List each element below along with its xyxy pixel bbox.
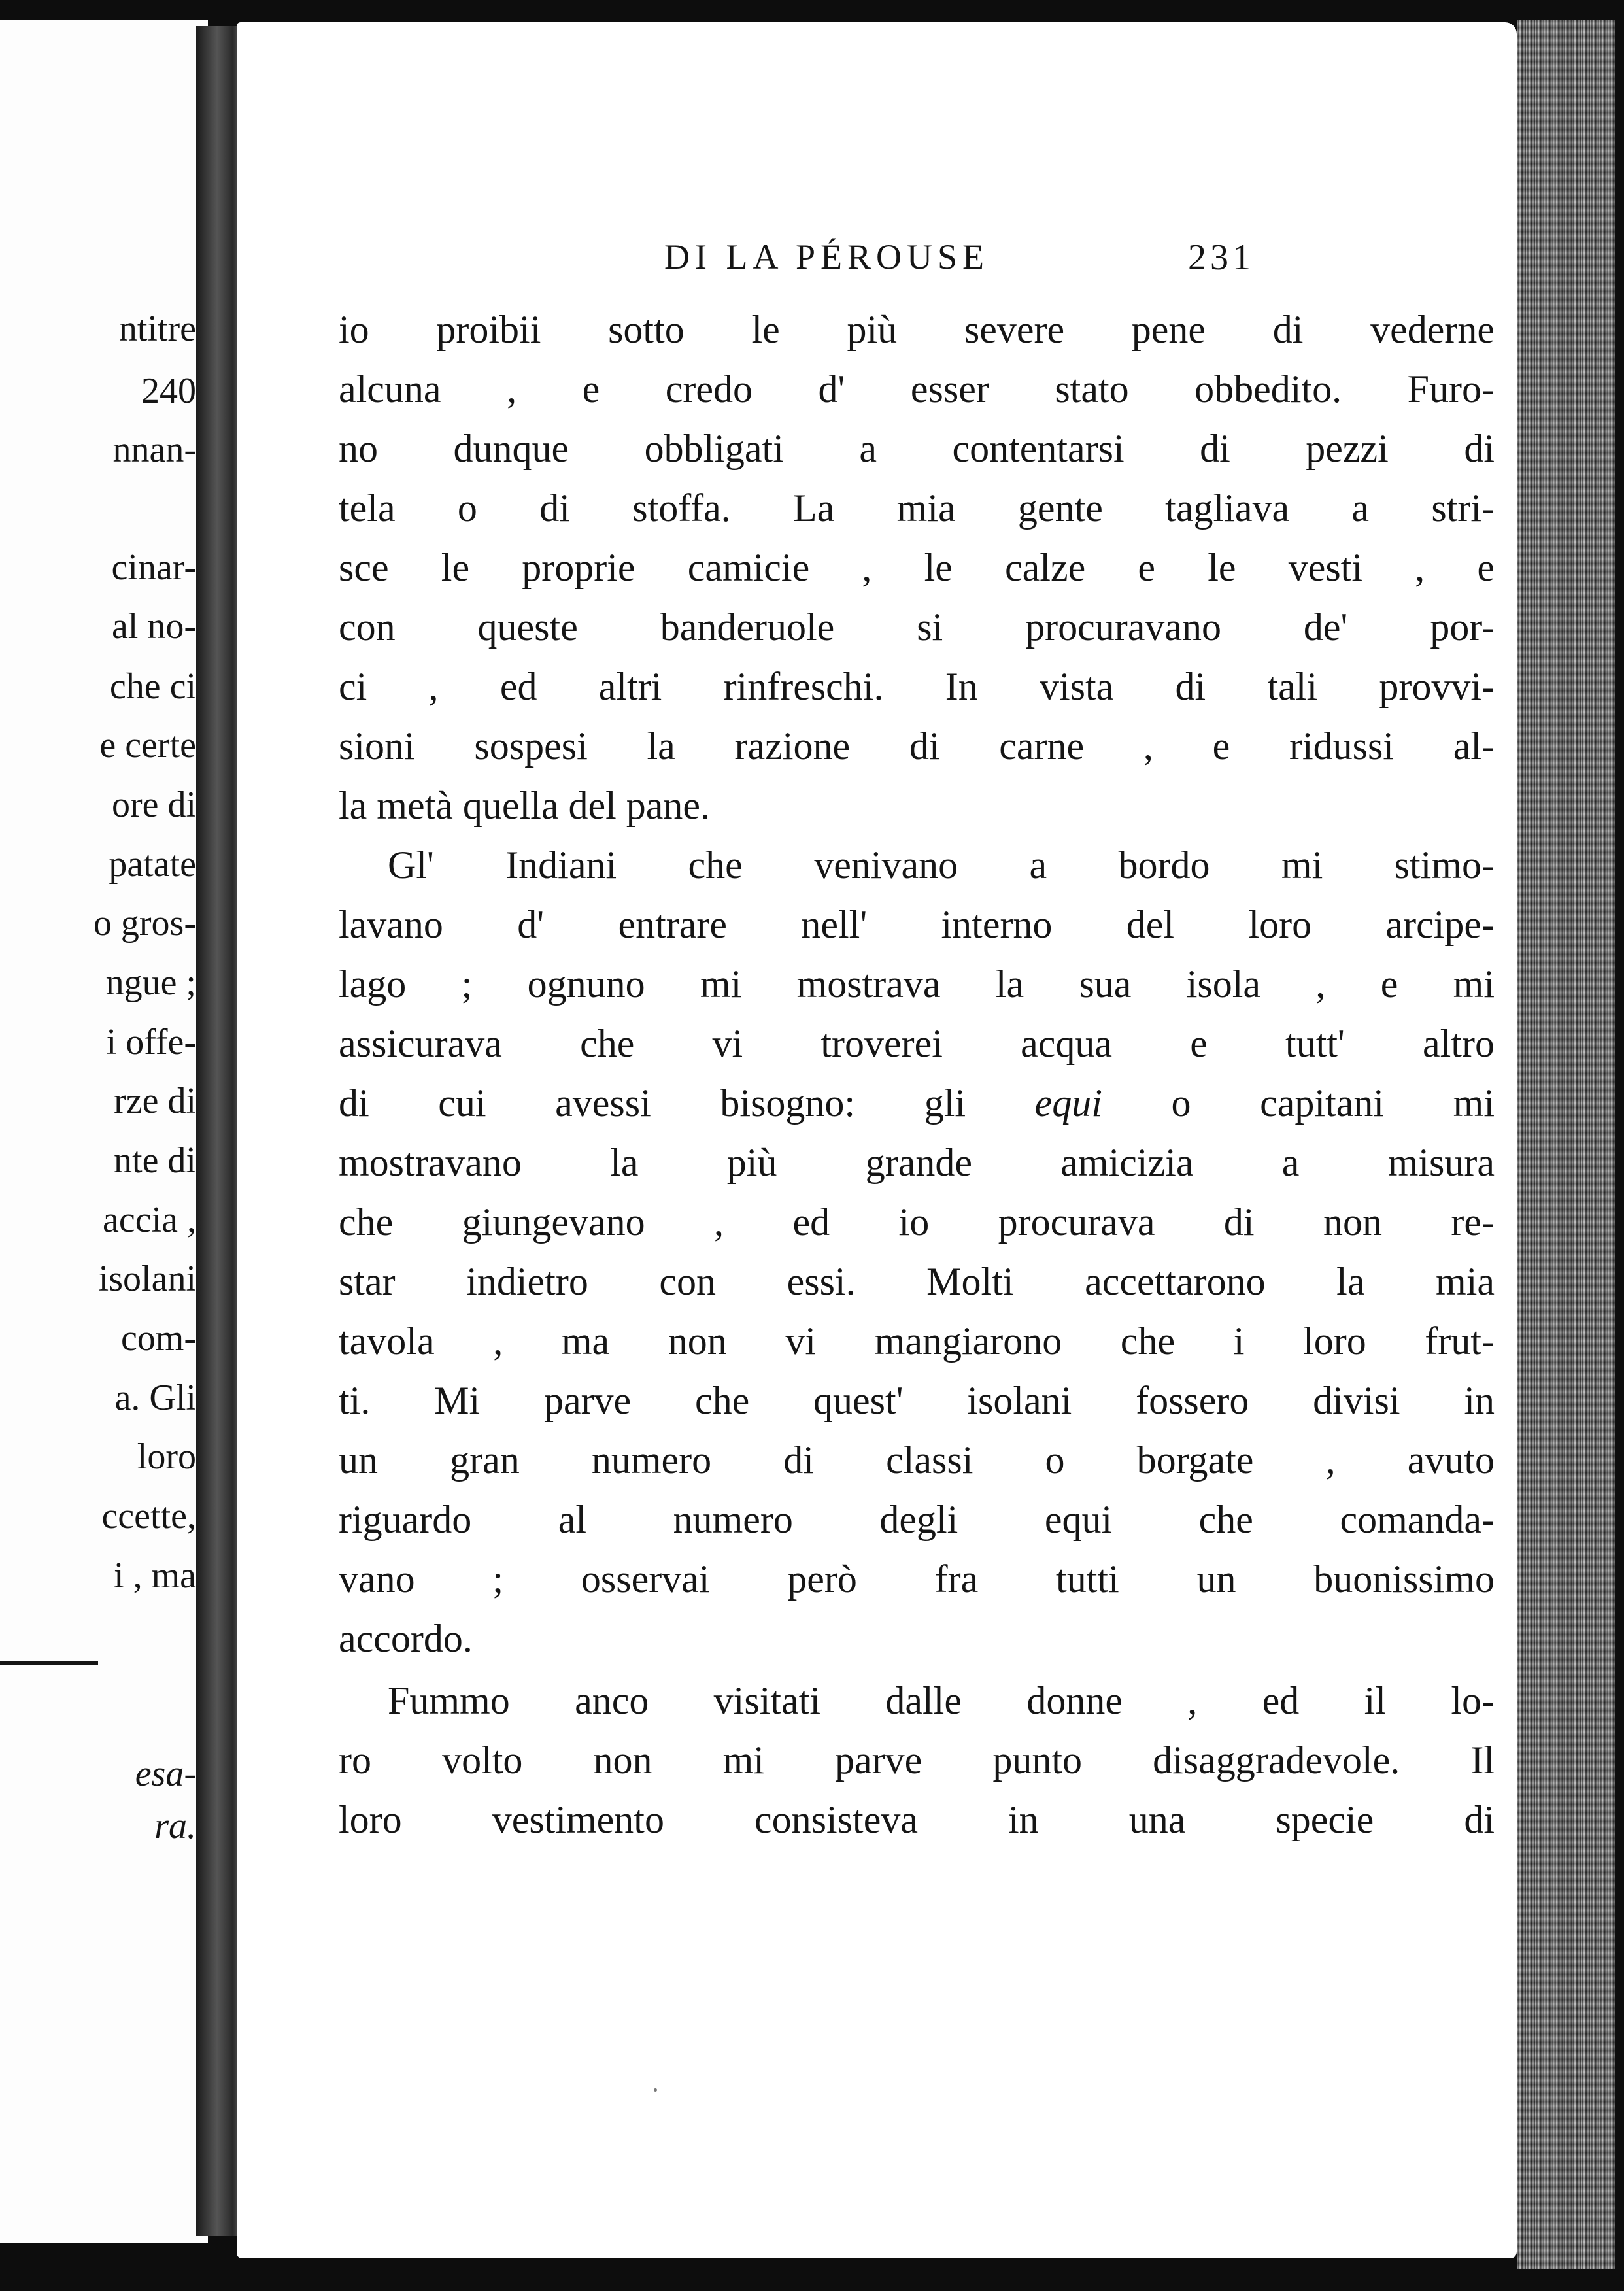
text-line: star indietro con essi. Molti accettarono la mia xyxy=(339,1260,1495,1303)
text-line: alcuna , e credo d' esser stato obbedito. Furo- xyxy=(339,367,1495,411)
previous-page-footnote-fragment: ra. xyxy=(154,1806,196,1846)
text-line: tela o di stoffa. La mia gente tagliava a stri- xyxy=(339,486,1495,530)
text-line: di cui avessi bisogno: gli equi o capitani mi xyxy=(339,1081,1495,1125)
previous-page-footnote-fragment: esa- xyxy=(135,1754,196,1794)
text-line: ti. Mi parve che quest' isolani fossero divisi in xyxy=(339,1379,1495,1422)
text-line: lavano d' entrare nell' interno del loro arcipe- xyxy=(339,903,1495,946)
running-head: DI LA PÉROUSE xyxy=(664,237,990,277)
previous-page-fragment: a. Gli xyxy=(114,1378,196,1418)
previous-page-fragment: ccette, xyxy=(101,1496,196,1536)
text-line: no dunque obbligati a contentarsi di pezzi di xyxy=(339,427,1495,470)
previous-page-fragment: patate xyxy=(109,844,196,885)
previous-page-fragment: isolani xyxy=(98,1259,196,1299)
text-line: Fummo anco visitati dalle donne , ed il lo- xyxy=(388,1679,1495,1722)
previous-page-fragment: nte di xyxy=(114,1140,196,1181)
text-line: tavola , ma non vi mangiarono che i loro frut- xyxy=(339,1319,1495,1363)
previous-page-fragment: cinar- xyxy=(111,547,196,588)
text-line: un gran numero di classi o borgate , avuto xyxy=(339,1438,1495,1482)
text-line: mostravano la più grande amicizia a misura xyxy=(339,1141,1495,1184)
previous-page-fragment: nnan- xyxy=(112,430,196,470)
text-line: accordo. xyxy=(339,1617,473,1660)
previous-page-fragment: e certe xyxy=(99,725,196,766)
previous-page-edge xyxy=(0,20,208,2243)
italic-term: equi xyxy=(1034,1081,1102,1125)
page-edges xyxy=(1517,20,1615,2269)
previous-page-fragment: ngue ; xyxy=(105,962,196,1003)
previous-page-fragment: i , ma xyxy=(114,1555,196,1596)
previous-page-fragment: ore di xyxy=(111,785,196,825)
body-text xyxy=(339,300,1495,1850)
page-speck xyxy=(654,2088,657,2092)
previous-page-fragment: ntitre xyxy=(118,309,196,349)
text-line: sioni sospesi la razione di carne , e ridussi al- xyxy=(339,724,1495,768)
text-line: vano ; osservai però fra tutti un buonissimo xyxy=(339,1557,1495,1601)
page-header xyxy=(237,230,1517,282)
text-line: loro vestimento consisteva in una specie di xyxy=(339,1798,1495,1841)
text-line: ro volto non mi parve punto disaggradevole. Il xyxy=(339,1739,1495,1782)
text-line: riguardo al numero degli equi che comanda- xyxy=(339,1498,1495,1541)
previous-page-fragment: com- xyxy=(120,1318,196,1359)
text-line: ci , ed altri rinfreschi. In vista di tali provvi- xyxy=(339,665,1495,708)
text-line: io proibii sotto le più severe pene di vederne xyxy=(339,308,1495,351)
text-line: sce le proprie camicie , le calze e le vesti , e xyxy=(339,546,1495,589)
text-line: Gl' Indiani che venivano a bordo mi stimo- xyxy=(388,843,1495,887)
text-line: la metà quella del pane. xyxy=(339,784,711,827)
previous-page-fragment: o gros- xyxy=(93,903,196,943)
previous-page-footnote-rule xyxy=(0,1661,98,1665)
text-line: assicurava che vi troverei acqua e tutt' altro xyxy=(339,1022,1495,1065)
previous-page-fragment: accia , xyxy=(103,1200,196,1240)
previous-page-fragment: i offe- xyxy=(106,1022,196,1062)
text-line: che giungevano , ed io procurava di non re- xyxy=(339,1200,1495,1244)
text-line: con queste banderuole si procuravano de' por- xyxy=(339,605,1495,649)
previous-page-fragment: loro xyxy=(137,1436,196,1477)
book-page xyxy=(237,22,1517,2258)
previous-page-fragment: che ci xyxy=(109,666,196,707)
previous-page-number: 240 xyxy=(141,371,196,411)
text-line: lago ; ognuno mi mostrava la sua isola , e mi xyxy=(339,962,1495,1006)
page-number: 231 xyxy=(1188,237,1255,278)
previous-page-fragment: al no- xyxy=(111,606,196,647)
previous-page-fragment: rze di xyxy=(114,1081,196,1121)
